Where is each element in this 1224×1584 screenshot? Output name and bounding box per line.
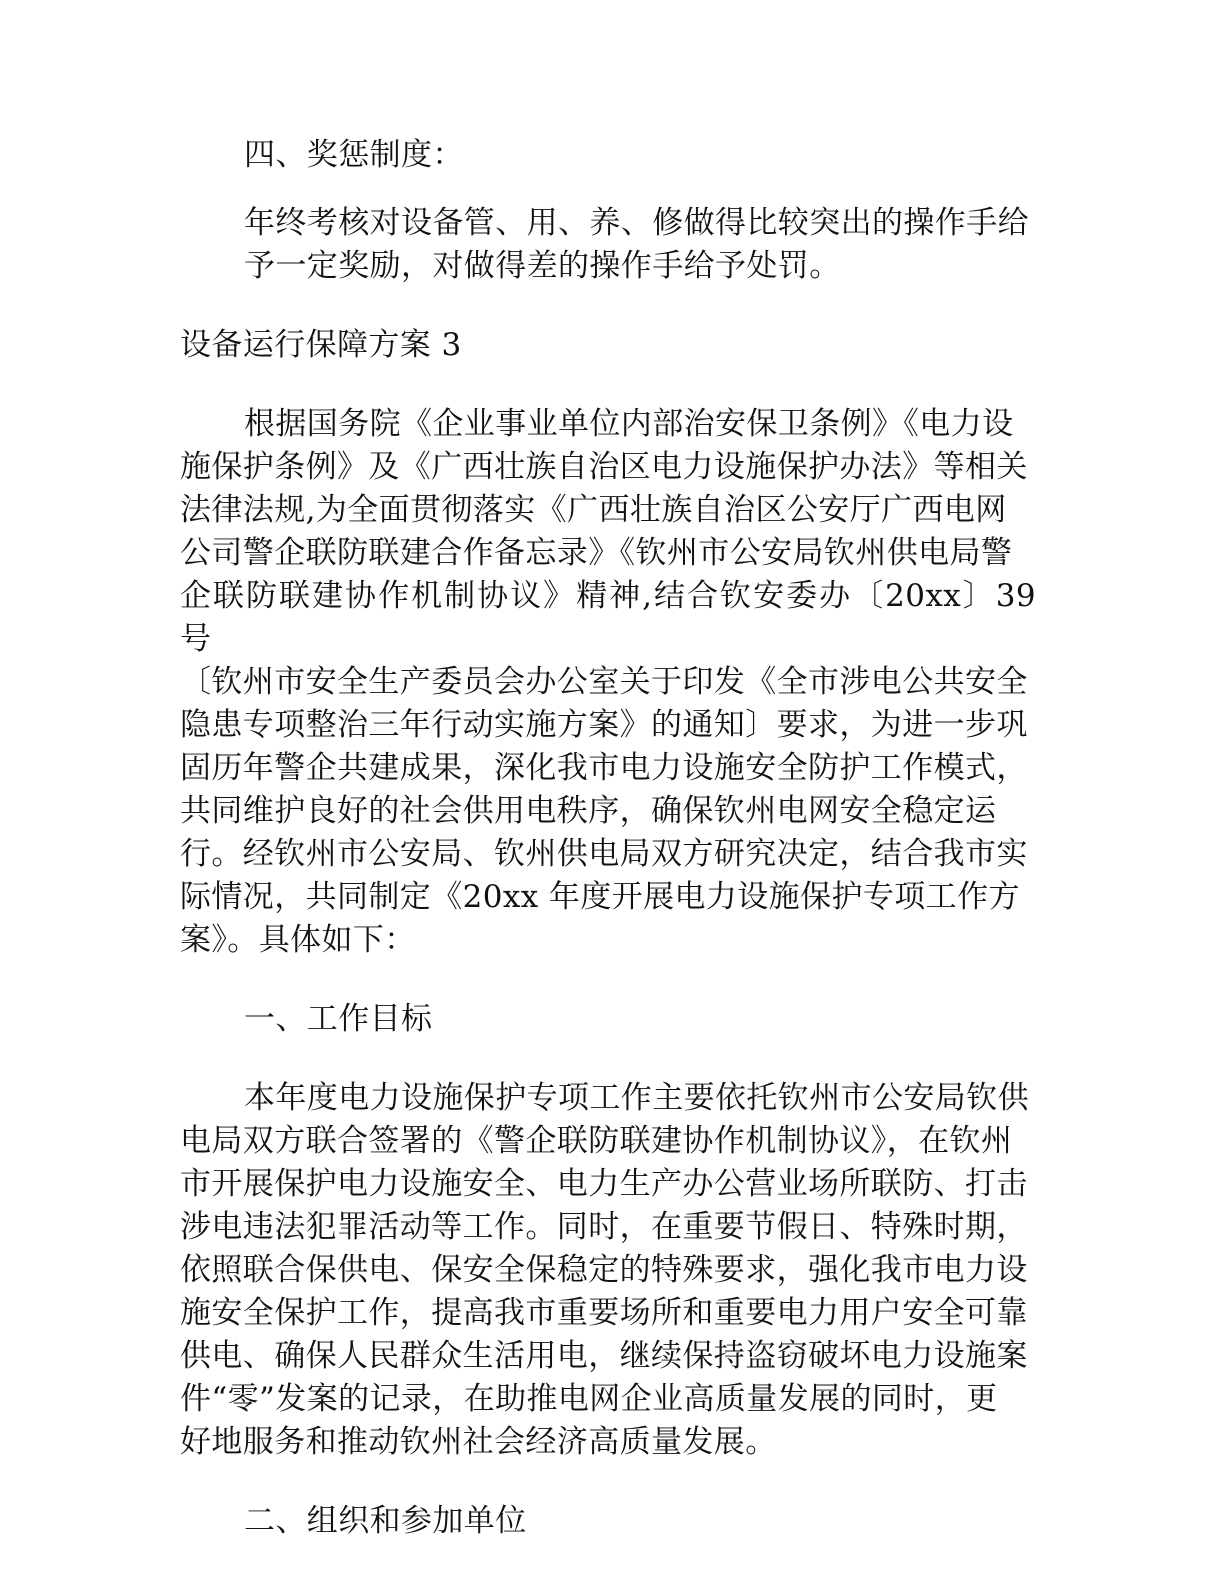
goals-paragraph [180,1077,1036,1464]
text-line: 本年度电力设施保护专项工作主要依托钦州市公安局钦供 [244,1080,1029,1116]
text-line: 隐患专项整治三年行动实施方案》的通知〕要求，为进一步巩 [180,707,1028,743]
text-line: 依照联合保供电、保安全保稳定的特殊要求，强化我市电力设 [180,1252,1028,1288]
plan-title: 设备运行保障方案 3 [180,327,462,363]
text-line: 根据国务院《企业事业单位内部治安保卫条例》《电力设 [244,406,1014,442]
section-heading-organization: 二、组织和参加单位 [244,1503,527,1539]
section-heading-goals: 一、工作目标 [244,1001,433,1037]
text-line: 市开展保护电力设施安全、电力生产办公营业场所联防、打击 [180,1166,1028,1202]
section-heading-rewards: 四、奖惩制度： [244,137,464,173]
text-line: 电局双方联合签署的《警企联防联建协作机制协议》，在钦州 [180,1123,1013,1159]
intro-paragraph [180,403,1036,962]
text-line: 固历年警企共建成果，深化我市电力设施安全防护工作模式， [180,750,1028,786]
text-line: 施保护条例》及《广西壮族自治区电力设施保护办法》等相关 [180,449,1028,485]
text-line: 供电、确保人民群众生活用电，继续保持盗窃破坏电力设施案 [180,1338,1028,1374]
text-line: 予一定奖励，对做得差的操作手给予处罚。 [244,248,841,284]
text-line: 公司警企联防联建合作备忘录》《钦州市公安局钦州供电局警 [180,535,1013,571]
text-line: 法律法规,为全面贯彻落实《广西壮族自治区公安厅广西电网 [180,492,1007,528]
text-line: 〔钦州市安全生产委员会办公室关于印发《全市涉电公共安全 [180,664,1028,700]
text-line: 案》。具体如下： [180,922,416,958]
text-line: 共同维护良好的社会供用电秩序，确保钦州电网安全稳定运 [180,793,997,829]
text-line: 际情况，共同制定《20xx 年度开展电力设施保护专项工作方 [180,879,1020,915]
rewards-paragraph [180,202,1036,288]
text-line: 施安全保护工作，提高我市重要场所和重要电力用户安全可靠 [180,1295,1028,1331]
text-line: 涉电违法犯罪活动等工作。同时，在重要节假日、特殊时期， [180,1209,1028,1245]
text-line: 好地服务和推动钦州社会经济高质量发展。 [180,1424,777,1460]
text-line: 年终考核对设备管、用、养、修做得比较突出的操作手给 [244,205,1029,241]
text-line: 件“零”发案的记录，在助推电网企业高质量发展的同时，更 [180,1381,998,1417]
text-line: 行。经钦州市公安局、钦州供电局双方研究决定，结合我市实 [180,836,1028,872]
text-line: 企联防联建协作机制协议》精神,结合钦安委办〔20xx〕39 号 [180,578,1036,657]
document-page [180,134,1036,1543]
